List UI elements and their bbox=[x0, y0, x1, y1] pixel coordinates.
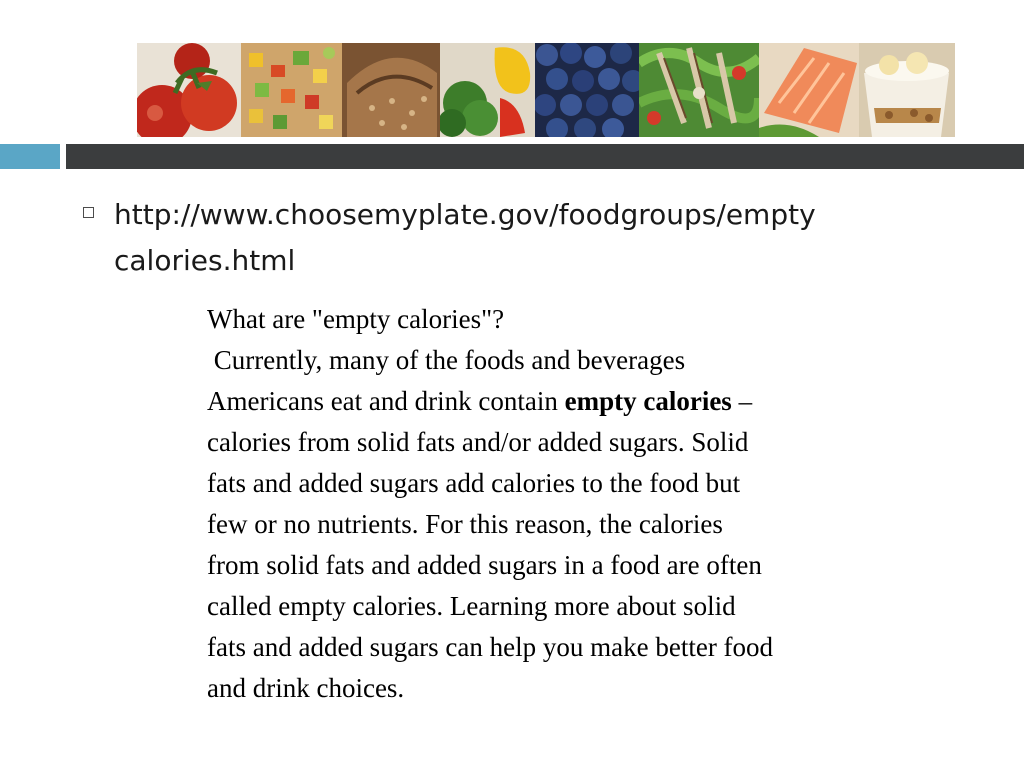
yogurt-parfait-photo bbox=[859, 43, 955, 137]
url-line-1[interactable]: http://www.choosemyplate.gov/foodgroups/empty bbox=[114, 198, 816, 231]
body-line: fats and added sugars can help you make better food bbox=[207, 632, 774, 662]
tomato-photo bbox=[137, 43, 241, 137]
body-line: from solid fats and added sugars in a food are often bbox=[207, 550, 762, 580]
blueberries-photo bbox=[535, 43, 639, 137]
divider-accent-bar bbox=[0, 144, 60, 169]
empty-calories-definition bbox=[207, 299, 937, 709]
empty-calories-term: empty calories bbox=[564, 386, 732, 416]
whole-grain-bread-photo bbox=[342, 43, 440, 137]
body-line: calories from solid fats and/or added sugars. Solid bbox=[207, 427, 749, 457]
broccoli-and-pepper-photo bbox=[440, 43, 535, 137]
divider-bar bbox=[66, 144, 1024, 169]
food-photo-banner bbox=[137, 43, 955, 137]
body-line: Currently, many of the foods and beverages bbox=[207, 345, 686, 375]
square-bullet-icon bbox=[83, 207, 94, 218]
salmon-photo bbox=[759, 43, 859, 137]
body-line: called empty calories. Learning more about solid bbox=[207, 591, 736, 621]
question-heading: What are "empty calories"? bbox=[207, 304, 505, 334]
body-text-fragment: – bbox=[731, 386, 753, 416]
body-text-fragment: Americans eat and drink contain bbox=[207, 386, 565, 416]
mixed-vegetables-photo bbox=[241, 43, 342, 137]
url-line-2[interactable]: calories.html bbox=[114, 244, 296, 277]
salad-photo bbox=[639, 43, 759, 137]
body-line: few or no nutrients. For this reason, the calories bbox=[207, 509, 723, 539]
body-line bbox=[207, 381, 937, 422]
source-url[interactable] bbox=[114, 192, 994, 284]
body-line: fats and added sugars add calories to the food but bbox=[207, 468, 741, 498]
body-line: and drink choices. bbox=[207, 673, 405, 703]
